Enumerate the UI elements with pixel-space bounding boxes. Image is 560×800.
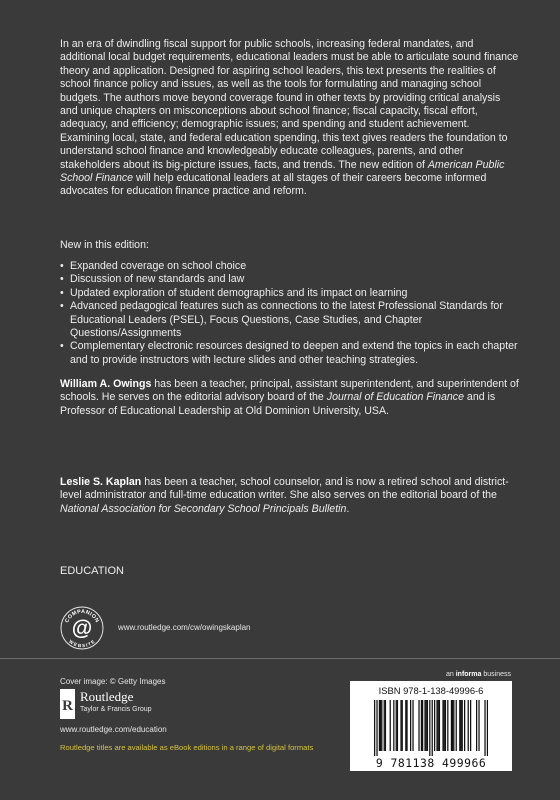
barcode-bar xyxy=(453,700,454,751)
barcode-bar xyxy=(400,700,401,751)
author-bio-kaplan xyxy=(60,476,520,516)
barcode-bar xyxy=(393,700,394,751)
barcode-bar xyxy=(429,700,430,756)
barcode-bar xyxy=(434,700,435,751)
barcode-bar xyxy=(476,700,477,751)
publisher-name: Routledge xyxy=(80,689,134,704)
barcode-bar xyxy=(405,700,406,751)
bio-text-end: . xyxy=(346,502,350,515)
barcode-bar xyxy=(384,700,385,751)
barcode-bar xyxy=(470,700,471,751)
list-item: • Complementary electronic resources designed to deepen and extend the topics in each chapter and to provide instructors with lecture slides and other teaching strategies. xyxy=(60,340,526,367)
isbn-label: ISBN 978-1-138-49996-6 xyxy=(378,685,484,696)
barcode-bar xyxy=(436,700,437,751)
book-description xyxy=(60,38,520,199)
publisher-url[interactable]: www.routledge.com/education xyxy=(60,725,167,734)
publisher-group: Taylor & Francis Group xyxy=(80,706,152,713)
barcode-bar xyxy=(379,700,380,751)
cover-image-credit: Cover image: © Getty Images xyxy=(60,677,166,686)
barcode-bar xyxy=(444,700,445,751)
barcode-bar xyxy=(422,700,423,751)
barcode-bar xyxy=(459,700,460,751)
barcode-bar xyxy=(447,700,448,751)
barcode-bar xyxy=(468,700,469,751)
new-edition-list xyxy=(60,260,526,367)
barcode-bar xyxy=(464,700,465,751)
barcode-bar xyxy=(427,700,428,751)
companion-website-url[interactable]: www.routledge.com/cw/owingskaplan xyxy=(118,623,251,632)
barcode-bar xyxy=(397,700,398,751)
barcode-bar xyxy=(460,700,461,751)
informa-brand: informa xyxy=(455,671,482,678)
description-text-end: will help educational leaders at all stages of their careers become informed advocates for education finance practice and reform. xyxy=(60,172,487,198)
isbn-barcode-box xyxy=(350,681,512,771)
ebook-note: Routledge titles are available as eBook editions in a range of digital formats xyxy=(60,743,314,752)
subject-category: EDUCATION xyxy=(60,565,124,577)
companion-website-icon xyxy=(60,606,104,650)
website-logo-label: WEBSITE xyxy=(68,638,97,649)
new-edition-heading: New in this edition: xyxy=(60,239,149,251)
journal-name: National Association for Secondary School Principals Bulletin xyxy=(60,502,347,515)
barcode-bar xyxy=(462,700,463,751)
list-item: • Discussion of new standards and law xyxy=(60,273,526,286)
routledge-logo-icon xyxy=(60,689,75,719)
author-name: William A. Owings xyxy=(60,378,152,390)
companion-logo-label: COMPANION xyxy=(64,608,100,624)
barcode-bar xyxy=(438,700,439,751)
barcode-bar xyxy=(487,700,488,756)
barcode-bar xyxy=(452,700,453,751)
barcode-bar xyxy=(484,700,485,756)
barcode-bar xyxy=(390,700,391,751)
description-text: In an era of dwindling fiscal support for public schools, increasing federal mandates, and additional local budget requirements, educational leaders must be able to articulate sound finance theory and application. Designed for aspiring school leaders, this text presents the realities of school finance policy and issues, as well as the tools for formulating and managing school budgets. The authors move beyond coverage found in other texts by providing critical analysis and unique chapters on misconceptions about school finance; fiscal capacity, fiscal effort, adequacy, and efficiency; demographic issues; and spending and student achievement. Examining local, state, and federal education spending, this text gives readers the foundation to understand school finance and knowledgeably educate colleagues, parents, and other stakeholders about its big-picture issues, facts, and trends. The new edition of xyxy=(60,38,519,171)
barcode-bar xyxy=(406,700,407,751)
at-symbol: @ xyxy=(71,617,93,640)
barcode-bar xyxy=(381,700,382,751)
barcode-bar xyxy=(376,700,377,756)
barcode-bar xyxy=(432,700,433,756)
barcode-bar xyxy=(396,700,397,751)
author-name: Leslie S. Kaplan xyxy=(60,476,142,488)
informa-business-label xyxy=(446,671,511,678)
barcode-bar xyxy=(374,700,375,756)
barcode-bar xyxy=(426,700,427,751)
list-item: • Updated exploration of student demographics and its impact on learning xyxy=(60,287,526,300)
ean-digits: 9 781138 499966 xyxy=(375,756,487,770)
logo-letter: R xyxy=(62,698,73,714)
barcode-bar xyxy=(442,700,443,751)
business-suffix: business xyxy=(481,671,511,678)
barcode-bar xyxy=(380,700,381,751)
list-item: • Expanded coverage on school choice xyxy=(60,260,526,273)
barcode-icon xyxy=(374,700,488,756)
author-bio-owings xyxy=(60,378,520,418)
barcode-bar xyxy=(418,700,419,751)
barcode-bar xyxy=(385,700,386,751)
barcode-bar xyxy=(456,700,457,751)
barcode-bar xyxy=(410,700,411,751)
bio-text: has been a teacher, school counselor, and is now a retired school and district-level administrator and full-time education writer. She also serves on the editorial board of the xyxy=(60,476,509,502)
barcode-bar xyxy=(445,700,446,751)
bio-text: has been a teacher, principal, assistant superintendent, and superintendent of schools. He serves on the editorial advisory board of the xyxy=(60,378,519,404)
business-prefix: an xyxy=(446,671,456,678)
bio-text-end: and is Professor of Educational Leadership at Old Dominion University, USA. xyxy=(60,391,496,417)
barcode-bar xyxy=(478,700,479,751)
barcode-bar xyxy=(412,700,413,751)
barcode-bar xyxy=(424,700,425,751)
list-item: • Advanced pedagogical features such as connections to the latest Professional Standards for Educational Leaders (PSEL), Focus Questions, Case Studies, and Chapter Questions/Assignments xyxy=(60,300,526,340)
barcode-bar xyxy=(439,700,440,751)
barcode-bar xyxy=(421,700,422,751)
book-title-italic: American Public School Finance xyxy=(60,158,505,185)
divider xyxy=(0,658,560,659)
barcode-bar xyxy=(451,700,452,751)
barcode-bar xyxy=(402,700,403,751)
journal-name: Journal of Education Finance xyxy=(326,391,464,404)
